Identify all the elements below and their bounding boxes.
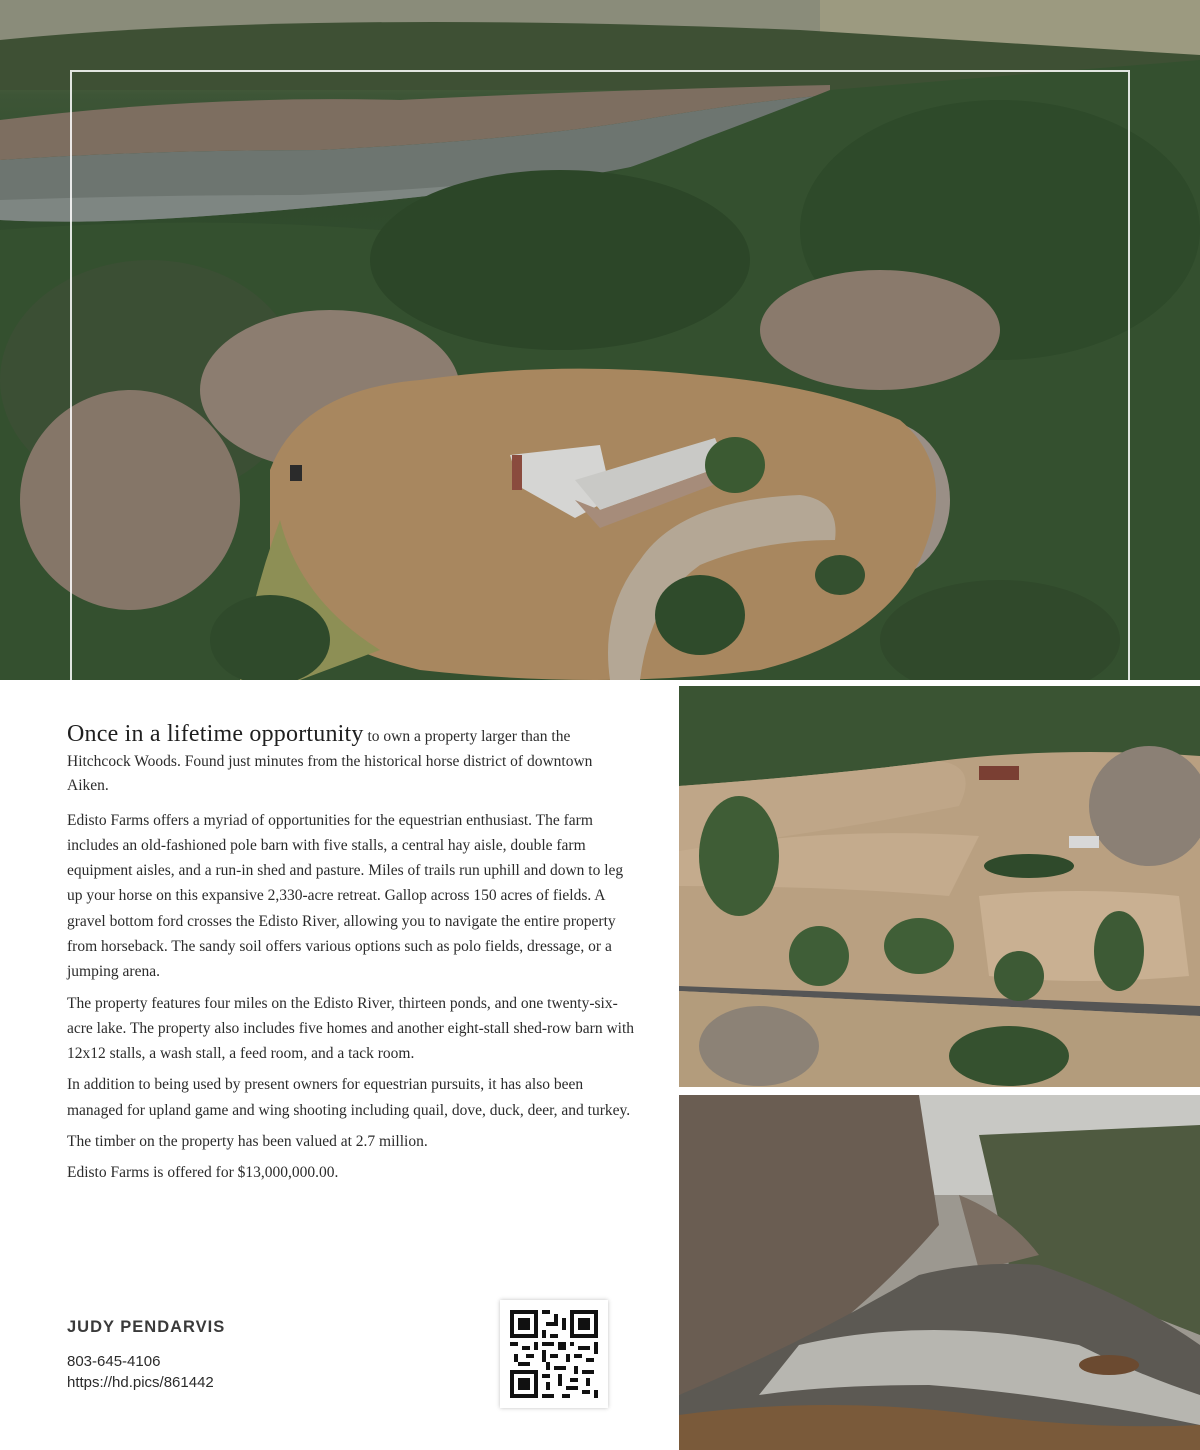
paragraph-hunting: In addition to being used by present owners for equestrian pursuits, it has also been managed for upland game and wing shooting including quail, dove, duck, deer, and turkey.	[67, 1076, 631, 1119]
intro-paragraph	[67, 722, 637, 799]
listing-description	[67, 722, 637, 1192]
paragraph-river-homes: The property features four miles on the Edisto River, thirteen ponds, and one twenty-six-acre lake. The property also includes five homes and another eight-stall shed-row barn with 12x12 stalls, a wash stall, a feed room, and a tack room.	[67, 994, 634, 1063]
river-illustration	[679, 1095, 1200, 1450]
headline: Once in a lifetime opportunity	[67, 721, 364, 747]
agent-contact	[67, 1318, 467, 1393]
agent-phone[interactable]: 803-645-4106	[67, 1353, 161, 1370]
qr-code-icon	[510, 1310, 598, 1398]
farm-fields-illustration	[679, 686, 1200, 1087]
paragraph-price: Edisto Farms is offered for $13,000,000.00.	[67, 1164, 339, 1182]
intro-text: to own a property larger than the Hitchcock Woods. Found just minutes from the historical horse district of downtown Aiken.	[67, 728, 593, 794]
agent-name: JUDY PENDARVIS	[67, 1318, 226, 1336]
paragraph-timber: The timber on the property has been valued at 2.7 million.	[67, 1133, 428, 1151]
agent-link[interactable]: https://hd.pics/861442	[67, 1374, 214, 1391]
river-photo	[679, 1095, 1200, 1450]
paragraph-equestrian: Edisto Farms offers a myriad of opportunities for the equestrian enthusiast. The farm includes an old-fashioned pole barn with five stalls, a central hay aisle, double farm equipment aisles, and a run-in shed and pasture. Miles of trails run uphill and down to leg up your horse on this expansive 2,330-acre retreat. Gallop across 150 acres of fields. A gravel bottom ford crosses the Edisto River, allowing you to navigate the entire property from horseback. The sandy soil offers various options such as polo fields, dressage, or a jumping arena.	[67, 811, 624, 981]
photo-frame-border	[70, 70, 1130, 680]
hero-aerial-photo	[0, 0, 1200, 680]
qr-code[interactable]	[500, 1300, 608, 1408]
farm-fields-photo	[679, 686, 1200, 1087]
